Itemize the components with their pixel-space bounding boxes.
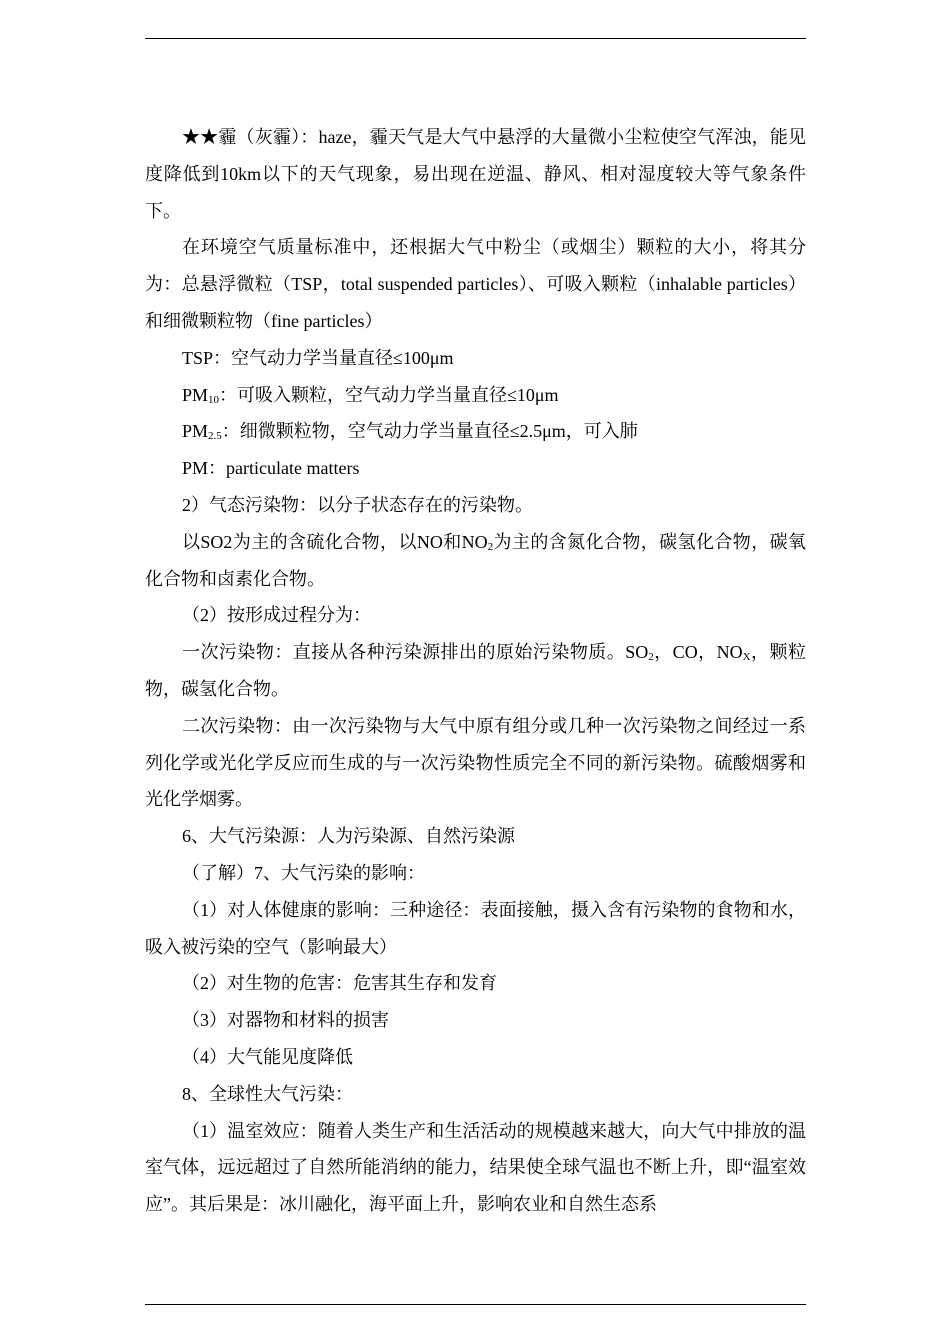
paragraph-tsp: TSP：空气动力学当量直径≤100μm xyxy=(182,347,454,368)
paragraph-formation-process: （2）按形成过程分为： xyxy=(182,605,371,626)
paragraph-particle-classification: 在环境空气质量标准中，还根据大气中粉尘（或烟尘）颗粒的大小，将其分为：总悬浮微粒（TSP，total suspended particles）、可吸入颗粒（inhalable particles）和细微颗粒物（fine particles） xyxy=(145,237,806,331)
paragraph-gas-compounds: 以SO2为主的含硫化合物，以NO和$NO_2$为主的含氮化合物，碳氢化合物，碳氧化合物和卤素化合物。 xyxy=(145,531,807,589)
paragraph-pm25: $PM_{2.5}$：细微颗粒物，空气动力学当量直径≤2.5μm，可入肺 xyxy=(182,421,638,443)
header-rule xyxy=(145,38,806,39)
paragraph-gaseous-pollutants: 2）气态污染物：以分子状态存在的污染物。 xyxy=(182,494,533,515)
paragraph-greenhouse-effect: （1）温室效应：随着人类生产和生活活动的规模越来越大，向大气中排放的温室气体，远远超过了自然所能消纳的能力，结果使全球气温也不断上升，即“温室效应”。其后果是：冰川融化，海平面上升，影响农业和自然生态系 xyxy=(145,1120,806,1215)
footer-rule xyxy=(145,1304,806,1305)
paragraph-global-pollution: 8、全球性大气污染： xyxy=(182,1083,353,1104)
paragraph-pollution-sources: 6、大气污染源：人为污染源、自然污染源 xyxy=(182,826,515,847)
paragraph-visibility: （4）大气能见度降低 xyxy=(182,1046,353,1067)
document-body xyxy=(145,119,806,1223)
paragraph-primary-pollutants: 一次污染物：直接从各种污染源排出的原始污染物质。$SO_2$，CO，$NO_X$，颗粒物，碳氢化合物。 xyxy=(145,642,806,699)
paragraph-pm10: $PM_{10}$：可吸入颗粒，空气动力学当量直径≤10μm xyxy=(182,384,559,406)
paragraph-health-effects: （1）对人体健康的影响：三种途径：表面接触，摄入含有污染物的食物和水，吸入被污染的空气（影响最大） xyxy=(145,899,806,957)
paragraph-haze-definition: ★★霾（灰霾）：haze，霾天气是大气中悬浮的大量微小尘粒使空气浑浊，能见度降低到10km以下的天气现象，易出现在逆温、静风、相对湿度较大等气象条件下。 xyxy=(145,127,806,221)
paragraph-biological-harm: （2）对生物的危害：危害其生存和发育 xyxy=(182,973,497,994)
paragraph-secondary-pollutants: 二次污染物：由一次污染物与大气中原有组分或几种一次污染物之间经过一系列化学或光化学反应而生成的与一次污染物性质完全不同的新污染物。硫酸烟雾和光化学烟雾。 xyxy=(145,715,806,810)
paragraph-pm-definition: PM：particulate matters xyxy=(182,458,360,479)
paragraph-material-damage: （3）对器物和材料的损害 xyxy=(182,1010,389,1031)
paragraph-pollution-effects: （了解）7、大气污染的影响： xyxy=(182,862,425,883)
